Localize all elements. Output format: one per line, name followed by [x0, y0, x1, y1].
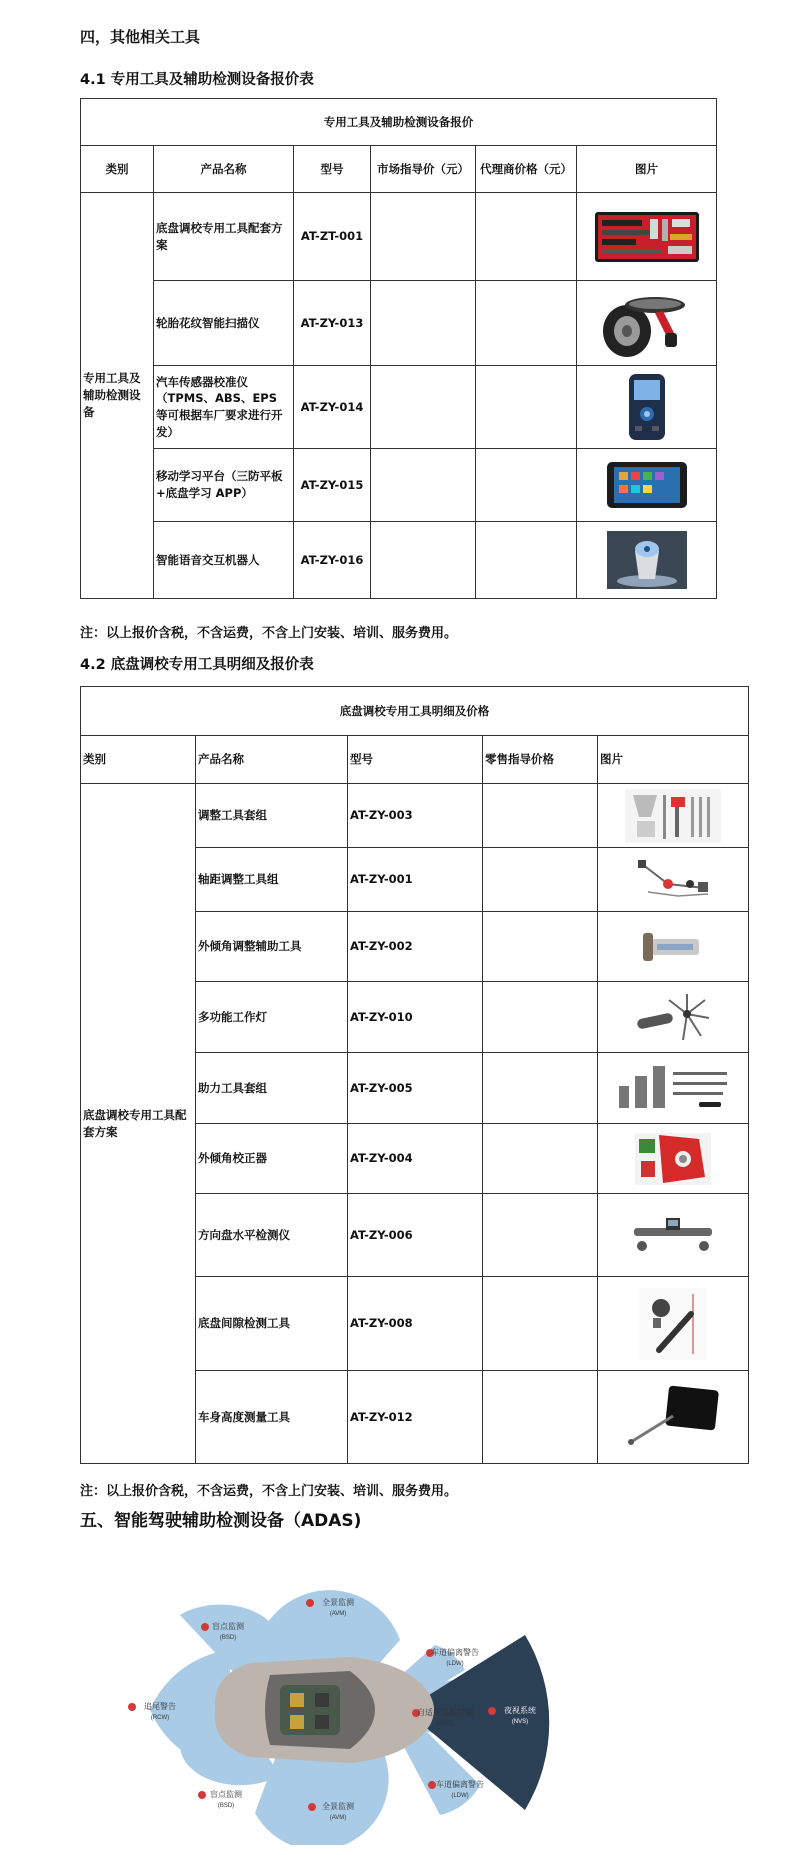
- section-5-title: 五、智能驾驶辅助检测设备（ADAS): [80, 1511, 362, 1531]
- header-market-price: 市场指导价（元）: [371, 146, 476, 193]
- camber-corrector-image: [629, 1129, 717, 1189]
- header-category: 类别: [81, 736, 196, 784]
- adas-diagram: [120, 1545, 640, 1845]
- header-product-name: 产品名称: [196, 736, 348, 784]
- table-row: [81, 281, 717, 366]
- model-number: AT-ZY-005: [348, 1053, 483, 1124]
- table-row: [81, 193, 717, 281]
- model-number: AT-ZY-001: [348, 848, 483, 912]
- bsd-bottom-label: 盲点监测: [210, 1790, 242, 1799]
- rcw-label: 追尾警告: [144, 1702, 176, 1711]
- table-row: [81, 449, 717, 522]
- product-image: [577, 449, 717, 522]
- sensor-calibrator-image: [617, 370, 677, 444]
- product-name: 助力工具套组: [196, 1053, 348, 1124]
- product-name: 智能语音交互机器人: [154, 522, 294, 599]
- product-image: [598, 784, 749, 848]
- product-name: 多功能工作灯: [196, 982, 348, 1053]
- avm-top-code: (AVM): [329, 1611, 347, 1617]
- market-price: [371, 522, 476, 599]
- product-name: 方向盘水平检测仪: [196, 1194, 348, 1277]
- car-illustration: [215, 1657, 434, 1763]
- camber-aid-image: [633, 925, 713, 969]
- height-gauge-image: [623, 1382, 723, 1452]
- model-number: AT-ZY-015: [294, 449, 371, 522]
- agent-price: [476, 449, 577, 522]
- agent-price: [476, 366, 577, 449]
- market-price: [371, 449, 476, 522]
- avm-top-label: 全景监测: [322, 1598, 354, 1607]
- product-name: 轴距调整工具组: [196, 848, 348, 912]
- product-name: 外倾角校正器: [196, 1124, 348, 1194]
- tool-tray-image: [592, 204, 702, 270]
- power-tool-set-image: [613, 1060, 733, 1116]
- ldw-bottom-label: 车道偏离警告: [436, 1780, 484, 1789]
- retail-price: [483, 982, 598, 1053]
- product-name: 汽车传感器校准仪（TPMS、ABS、EPS 等可根据车厂要求进行开发）: [154, 366, 294, 449]
- product-image: [598, 912, 749, 982]
- table-title: 专用工具及辅助检测设备报价: [81, 99, 717, 146]
- ldw-top-code: (LDW): [446, 1661, 464, 1667]
- product-image: [577, 522, 717, 599]
- steering-level-image: [628, 1212, 718, 1258]
- robot-image: [605, 529, 689, 591]
- tablet-image: [605, 459, 689, 511]
- section-4-2-title: 4.2 底盘调校专用工具明细及报价表: [80, 657, 314, 673]
- retail-price: [483, 1371, 598, 1464]
- model-number: AT-ZY-012: [348, 1371, 483, 1464]
- product-image: [598, 1053, 749, 1124]
- agent-price: [476, 281, 577, 366]
- model-number: AT-ZY-008: [348, 1277, 483, 1371]
- avm-bottom-code: (AVM): [329, 1815, 347, 1821]
- quote-table-4-2: [80, 686, 749, 1464]
- product-name: 底盘间隙检测工具: [196, 1277, 348, 1371]
- model-number: AT-ZY-006: [348, 1194, 483, 1277]
- retail-price: [483, 1053, 598, 1124]
- agent-price: [476, 193, 577, 281]
- header-image: 图片: [598, 736, 749, 784]
- table-note-4-2: 注：以上报价含税，不含运费，不含上门安装、培训、服务费用。: [80, 1484, 458, 1499]
- product-image: [598, 1277, 749, 1371]
- header-model: 型号: [348, 736, 483, 784]
- retail-price: [483, 848, 598, 912]
- market-price: [371, 193, 476, 281]
- market-price: [371, 366, 476, 449]
- table-title: 底盘调校专用工具明细及价格: [81, 687, 749, 736]
- rcw-code: (RCW): [150, 1715, 170, 1721]
- avm-bottom-label: 全景监测: [322, 1802, 354, 1811]
- table-row: [81, 366, 717, 449]
- header-category: 类别: [81, 146, 154, 193]
- model-number: AT-ZY-013: [294, 281, 371, 366]
- product-image: [577, 193, 717, 281]
- acc-label: 自适应巡航控制: [417, 1708, 473, 1717]
- model-number: AT-ZY-002: [348, 912, 483, 982]
- model-number: AT-ZY-014: [294, 366, 371, 449]
- agent-price: [476, 522, 577, 599]
- market-price: [371, 281, 476, 366]
- section-4-title: 四，其他相关工具: [80, 28, 201, 46]
- product-image: [598, 848, 749, 912]
- nvs-code: (NVS): [511, 1719, 529, 1725]
- bsd-top-label: 盲点监测: [212, 1622, 244, 1631]
- ldw-top-label: 车道偏离警告: [431, 1648, 479, 1657]
- model-number: AT-ZY-004: [348, 1124, 483, 1194]
- bsd-top-code: (BSD): [219, 1635, 237, 1641]
- product-image: [577, 366, 717, 449]
- header-model: 型号: [294, 146, 371, 193]
- retail-price: [483, 912, 598, 982]
- table-note-4-1: 注：以上报价含税，不含运费，不含上门安装、培训、服务费用。: [80, 626, 458, 641]
- product-image: [598, 1124, 749, 1194]
- product-name: 轮胎花纹智能扫描仪: [154, 281, 294, 366]
- retail-price: [483, 784, 598, 848]
- model-number: AT-ZY-016: [294, 522, 371, 599]
- header-agent-price: 代理商价格（元）: [476, 146, 577, 193]
- product-name: 外倾角调整辅助工具: [196, 912, 348, 982]
- section-4-1-title: 4.1 专用工具及辅助检测设备报价表: [80, 72, 314, 88]
- category-cell: 专用工具及辅助检测设备: [81, 193, 154, 599]
- ldw-bottom-code: (LDW): [451, 1793, 469, 1799]
- retail-price: [483, 1194, 598, 1277]
- header-product-name: 产品名称: [154, 146, 294, 193]
- tire-scanner-image: [597, 287, 697, 359]
- retail-price: [483, 1277, 598, 1371]
- wheelbase-tool-image: [628, 854, 718, 906]
- product-name: 调整工具套组: [196, 784, 348, 848]
- model-number: AT-ZT-001: [294, 193, 371, 281]
- product-image: [598, 1371, 749, 1464]
- work-light-image: [631, 990, 715, 1044]
- header-retail-price: 零售指导价格: [483, 736, 598, 784]
- nvs-label: 夜视系统: [504, 1706, 536, 1715]
- product-image: [598, 1194, 749, 1277]
- acc-code: (ACC): [436, 1721, 454, 1727]
- clearance-tool-image: [633, 1284, 713, 1364]
- quote-table-4-1: [80, 98, 717, 599]
- table-row: [81, 522, 717, 599]
- product-name: 移动学习平台（三防平板+底盘学习 APP）: [154, 449, 294, 522]
- bsd-bottom-code: (BSD): [217, 1803, 235, 1809]
- product-image: [598, 982, 749, 1053]
- model-number: AT-ZY-010: [348, 982, 483, 1053]
- retail-price: [483, 1124, 598, 1194]
- model-number: AT-ZY-003: [348, 784, 483, 848]
- product-name: 车身高度测量工具: [196, 1371, 348, 1464]
- header-image: 图片: [577, 146, 717, 193]
- tool-set-image: [623, 787, 723, 845]
- table-row: [81, 784, 749, 848]
- product-image: [577, 281, 717, 366]
- product-name: 底盘调校专用工具配套方案: [154, 193, 294, 281]
- category-cell: 底盘调校专用工具配套方案: [81, 784, 196, 1464]
